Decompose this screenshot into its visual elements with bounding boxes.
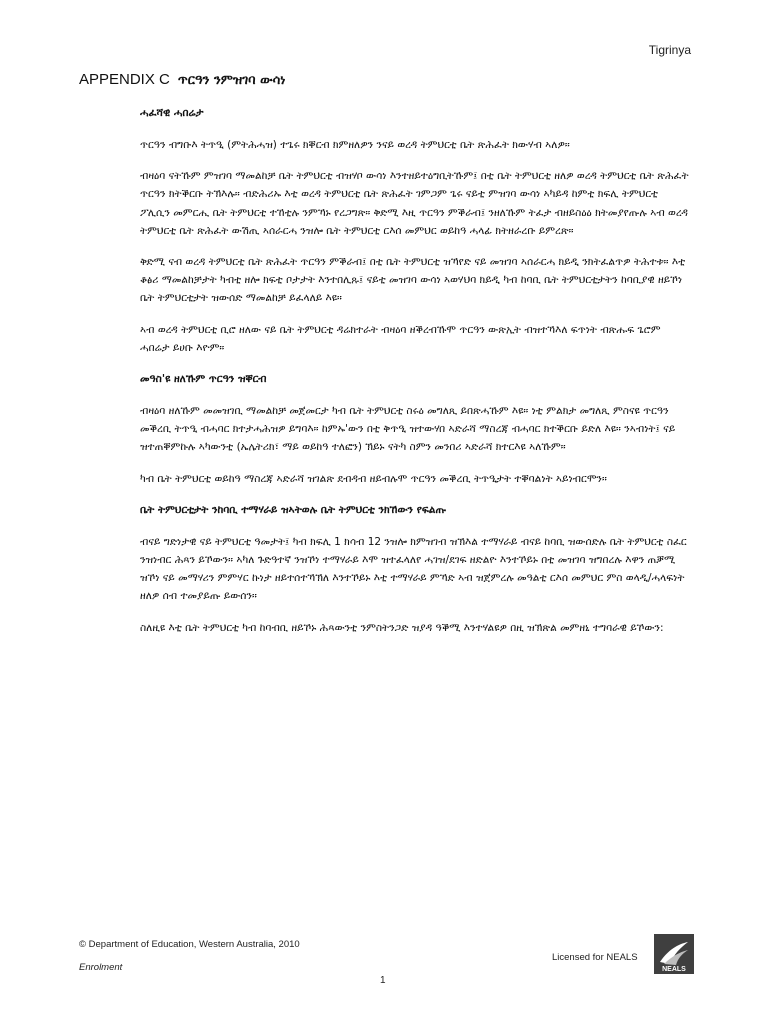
footer-license: Licensed for NEALS xyxy=(552,952,638,963)
appendix-label: APPENDIX C xyxy=(79,71,170,88)
neals-logo-icon xyxy=(654,934,694,974)
paragraph: ስለዚዩ እቲ ቤት ትምህርቲ ካብ ከባብቢ ዘይኾኑ ሕጻውንቲ ንምስትንጋድ ዝያዳ ዓቕሚ እንተሃልዩዎ በዚ ዝኽጽል መምዘኒ ተግባራዊ ይኾውን: xyxy=(140,621,664,634)
paragraph: ብዛዕባ ዘለኹም መመዝገቢ ማመልከቻ መጀመርታ ካብ ቤት ትምህርቲ ስሩዕ መግለጺ ይበጽሓኹም እዩ። ነቲ ምልክታ መግለጺ ምስናዩ ጥርዓን መቕረቢ ትጥዒ ብሓባር ክተታሓሕዝዎ ይግባእ። ከምኡ'ውን በቲ ቅጥዒ ዝተውሃበ ኣድራሻ ማስረጃ ብሓባር ክተቕርቡ ይድለ እዩ። ንኣብነት፤ ናይ ዝተጠቐምኩሉ ኣካውንቲ (ኤሌትሪክ፣ ማይ ወይከዓ ተለፎን) ኽይኑ ናትካ ስምን መንበሪ ኣድራሻ ክተርእዩ ኣለኹም። xyxy=(140,405,676,454)
paragraph: ብዛዕባ ናትኹም ምዝገባ ማመልከቻ ቤት ትምህርቲ ብዝሃቦ ውሳነ እንተዘይተዕግቢትኹም፤ በቲ ቤት ትምህርቲ ዘለዎ ወረዳ ትምህርቲ ቤት ጽሕፈት ጥርዓን ክትቕርቡ ትኽእሉ። ብድሕሪኡ እቲ ወረዳ ትምህርቲ ቤት ጽሕፈት ገምጋም ጌሩ ናይቲ ምዝገባ ውሳነ ኣካይዳ ከምቲ ክፍሊ ትምህርቲ ፖሊሲን መምርሒ ቤት ትምህርቲ ተኸቲሉ ንምኻኑ የረጋግጽ። ቅድሚ እዚ ጥርዓን ምቕራብ፤ ንዘለኹም ትፈታ ብዘይስዕዕ ክትመያየጡሉ ኣብ ወረዳ ትምህርቲ ቤት ጽሕፈት ውሽጢ ኣሰራርሓ ንዝሎ ቤት ትምህርቲ ርእሰ መምህር ወይከዓ ሓላፊ ክትዘራረቡ ይምረጽ። xyxy=(140,170,689,237)
paragraph: ቅድሚ ናብ ወረዳ ትምህርቲ ቤት ጽሕፈት ጥርዓን ምቕራብ፤ በቲ ቤት ትምህርቲ ዝኻየድ ናይ መዝገባ ኣሰራርሓ ክይዲ ንክትፈልጥዎ ትሕተቱ። እቲ ቆፅሪ ማመልከቻታት ካብቲ ዘሎ ክፍቲ ቦታታት እንተበሊጹ፤ ናይቲ መዝገባ ውሳነ ኣወሃህባ ክይዲ ካብ ከባቢ ቤት ትምህርቲታትን ከባቢያዊ ዘይኾነ ቤት ትምህርቲታት ዝውሰድ ማመልከቻ ይፈላለይ እዩ። xyxy=(140,256,686,305)
language-label: Tigrinya xyxy=(648,43,691,57)
paragraph: ካብ ቤት ትምህርቲ ወይከዓ ማስረጃ ኣድራሻ ዝገልጽ ደብዳብ ዘይብሉሞ ጥርዓን መቕረቢ ትጥዒታት ተቐባልነት ኣይነብርሞን። xyxy=(140,472,607,485)
paragraph: ብናይ ግድነታዊ ናይ ትምህርቲ ዓመታት፤ ካብ ክፍሊ 1 ክሳብ 12 ንዝሎ ክምዝገብ ዝኽእል ተማሃራይ ብናይ ከባቢ ዝውሰድሉ ቤት ትምህርቲ ስፈር ንዝነብር ሕጻን ይኾውን። ኣካለ ጉድዓተኛ ንዝኾነ ተማሃራይ እሞ ዝተፈላለየ ሓገዝ/ደገፍ ዘድልዮ እንተኾይኑ በቲ መዝገባ ዝግበረሉ እዋን ጠቓሚ ዝኾነ ናይ መማሃሪን ምምሃር ኩነታ ዘይተሰተኻኽለ እንተኾይኑ እቲ ተማሃራይ ምኻድ ኣብ ዝጀምረሉ መዓልቲ ርእሰ መምህር ምስ ወላዲ/ሓላፍነት ዘለዎ ሰብ ተመያይጡ ይውሰን። xyxy=(140,535,687,603)
logo-text: NEALS xyxy=(662,966,686,973)
section-heading-local-intake: ቤት ትምህርቲታት ንከባቢ ተማሃራይ ዝኣትወሉ ቤት ትምህርቲ ንክኸውን የፍልጡ xyxy=(140,503,447,516)
footer-section-name: Enrolment xyxy=(79,962,123,973)
page-number: 1 xyxy=(380,975,386,986)
section-heading-general: ሓፈሻዊ ሓበሬታ xyxy=(140,107,204,119)
footer-copyright: © Department of Education, Western Australia, 2010 xyxy=(79,939,300,950)
appendix-title: ጥርዓን ንምዝገባ ውሳነ xyxy=(177,73,286,88)
appendix-heading xyxy=(79,71,285,88)
paragraph: ኣብ ወረዳ ትምህርቲ ቢሮ ዘለው ናይ ቤት ትምህርቲ ዳሬክተራት ብዛዕባ ዘቕረብኹሞ ጥርዓን ውጽኢት ብዝተኻእለ ፍጥነት ብጽሑፍ ጌሮም ሓበሬታ ይሀቡ እዮም። xyxy=(140,323,661,354)
paragraph: ጥርዓን ብግቡእ ትጥዒ (ምትሕሓዝ) ተጌሩ ክቐርብ ክምዘለዎን ንናይ ወረዳ ትምህርቲ ቤት ጽሕፈት ክውሃብ ኣለዎ። xyxy=(140,139,570,151)
section-heading-when-to-appeal: መዓስ'ዩ ዘለኹም ጥርዓን ዝቐርብ xyxy=(140,373,267,386)
document-body xyxy=(140,104,690,650)
